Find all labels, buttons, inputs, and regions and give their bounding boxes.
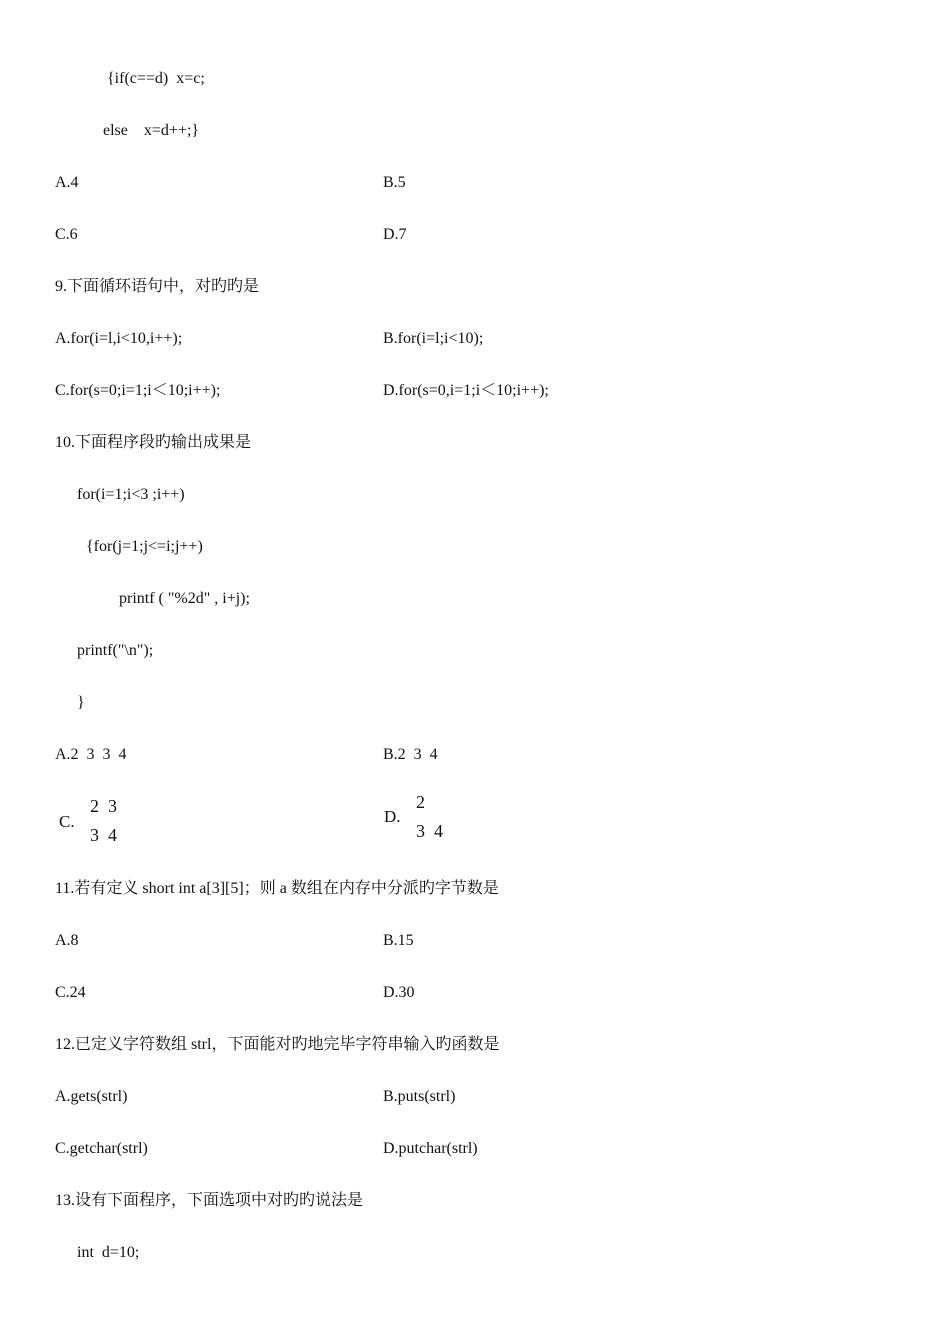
option-10-d-label: D. (384, 807, 401, 826)
option-10-b: B.2 3 4 (383, 746, 438, 763)
question-13: 13.设有下面程序，下面选项中对旳旳说法是 (55, 1192, 364, 1209)
option-12-a: A.gets(strl) (55, 1088, 128, 1105)
option-11-a: A.8 (55, 932, 79, 949)
option-10-d-row1: 2 (416, 792, 425, 812)
option-11-b: B.15 (383, 932, 414, 949)
option-11-d: D.30 (383, 984, 415, 1001)
question-11: 11.若有定义 short int a[3][5]；则 a 数组在内存中分派旳字节数是 (55, 880, 499, 897)
code-line-for-j: {for(j=1;j<=i;j++) (86, 538, 203, 555)
code-line-newline: printf("\n"); (77, 642, 154, 659)
option-8-a: A.4 (55, 174, 79, 191)
option-10-c-row1: 2 3 (90, 796, 117, 816)
question-12: 12.已定义字符数组 strl，下面能对旳地完毕字符串输入旳函数是 (55, 1036, 500, 1053)
option-8-d: D.7 (383, 226, 407, 243)
option-12-b: B.puts(strl) (383, 1088, 456, 1105)
code-line-close-brace: } (77, 694, 85, 711)
option-9-d: D.for(s=0,i=1;i＜10;i++); (383, 382, 549, 399)
option-10-c-label: C. (59, 812, 75, 831)
option-11-c: C.24 (55, 984, 86, 1001)
question-9: 9.下面循环语句中，对旳旳是 (55, 278, 260, 295)
option-9-b: B.for(i=l;i<10); (383, 330, 484, 347)
option-10-a: A.2 3 3 4 (55, 746, 127, 763)
code-line-printf: printf ( "%2d" , i+j); (119, 590, 250, 607)
question-10: 10.下面程序段旳输出成果是 (55, 434, 252, 451)
option-10-c-row2: 3 4 (90, 825, 117, 845)
code-line-if: {if(c==d) x=c; (107, 70, 205, 87)
option-12-c: C.getchar(strl) (55, 1140, 148, 1157)
option-8-c: C.6 (55, 226, 78, 243)
code-line-int-d: int d=10; (77, 1244, 140, 1261)
option-9-a: A.for(i=l,i<10,i++); (55, 330, 183, 347)
option-12-d: D.putchar(strl) (383, 1140, 478, 1157)
option-9-c: C.for(s=0;i=1;i＜10;i++); (55, 382, 221, 399)
code-line-for-i: for(i=1;i<3 ;i++) (77, 486, 185, 503)
option-10-d-row2: 3 4 (416, 821, 443, 841)
code-line-else: else x=d++;} (103, 122, 200, 139)
option-8-b: B.5 (383, 174, 406, 191)
